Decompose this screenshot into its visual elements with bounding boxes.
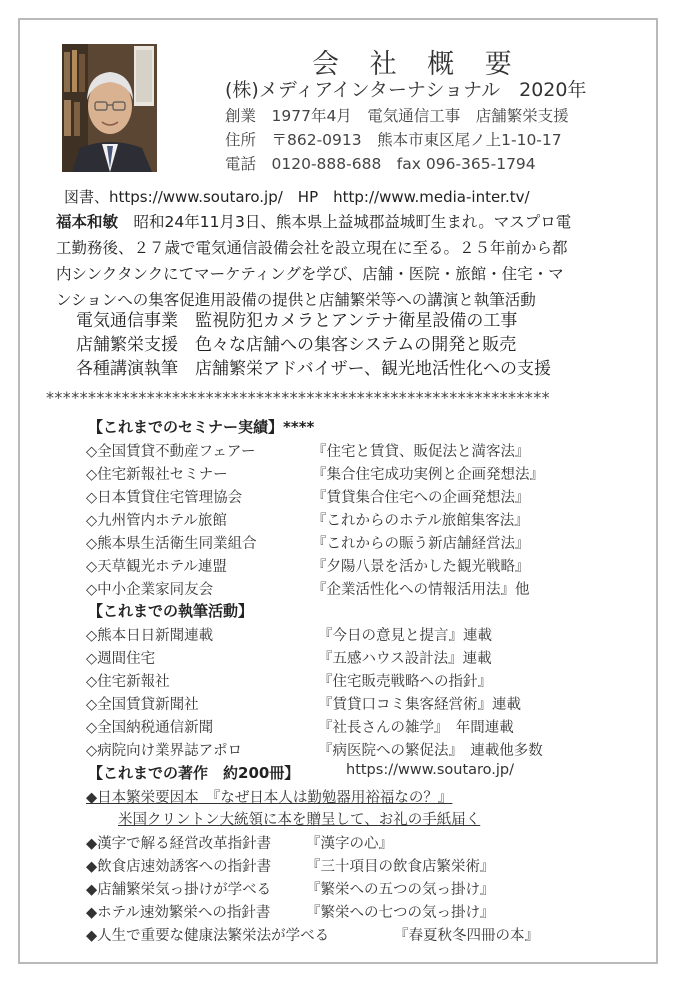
portrait-image: [62, 44, 157, 172]
seminar-org: ◇日本賃貸住宅管理協会: [86, 490, 243, 506]
book-title: 『繁栄への七つの気っ掛け』: [306, 905, 495, 921]
founded-line: 創業 1977年4月 電気通信工事 店舗繁栄支援: [225, 107, 569, 125]
seminars-heading: 【これまでのセミナー実績】****: [88, 418, 315, 436]
profile-name: 福本和敏: [56, 213, 119, 231]
seminar-org: ◇全国賃貸不動産フェアー: [86, 444, 256, 460]
seminar-org: ◇九州管内ホテル旅館: [86, 513, 227, 529]
featured-book-line-1: ◆日本繁栄要因本 『なぜ日本人は勤勉器用裕福なの？』: [86, 790, 453, 806]
book-title: 『三十項目の飲食店繁栄術』: [306, 859, 495, 875]
writing-org: ◇全国納税通信新聞: [86, 720, 214, 736]
portrait-photo: [62, 44, 157, 172]
featured-book-line-2: 米国クリントン大統領に本を贈呈して、お礼の手紙届く: [118, 812, 481, 828]
seminar-topic: 『集合住宅成功実例と企画発想法』: [312, 467, 544, 483]
writing-topic: 『病医院への繁促法』 連載他多数: [318, 743, 543, 759]
writing-org: ◇住宅新報社: [86, 674, 170, 690]
business-line-1: 電気通信事業 監視防犯カメラとアンテナ衛星設備の工事: [76, 311, 518, 331]
book-desc: ◆店舗繁栄気っ掛けが学べる: [86, 882, 272, 898]
seminar-org: ◇住宅新報社セミナー: [86, 467, 228, 483]
book-title: 『繁栄への五つの気っ掛け』: [306, 882, 495, 898]
website-links[interactable]: 図書、https://www.soutaro.jp/ HP http://www.media-inter.tv/: [64, 188, 530, 206]
seminar-topic: 『夕陽八景を活かした観光戦略』: [312, 559, 530, 575]
book-title: 『春夏秋冬四冊の本』: [394, 928, 539, 944]
writing-org: ◇週間住宅: [86, 651, 156, 667]
book-desc: ◆飲食店速効誘客への指針書: [86, 859, 272, 875]
book-title: 『漢字の心』: [306, 836, 393, 852]
separator: ************************************************************: [46, 388, 550, 407]
writing-topic: 『五感ハウス設計法』連載: [318, 651, 492, 667]
writing-org: ◇病院向け業界誌アポロ: [86, 743, 243, 759]
seminar-topic: 『賃貸集合住宅への企画発想法』: [312, 490, 530, 506]
writing-topic: 『今日の意見と提言』連載: [318, 628, 492, 644]
writing-org: ◇全国賃貸新聞社: [86, 697, 199, 713]
profile-line-2: 工勤務後、２７歳で電気通信設備会社を設立現在に至る。２５年前から都: [56, 239, 568, 257]
seminar-topic: 『住宅と賃貸、販促法と満客法』: [312, 444, 530, 460]
writing-topic: 『社長さんの雑学』 年間連載: [318, 720, 514, 736]
writing-topic: 『住宅販売戦略への指針』: [318, 674, 492, 690]
business-line-3: 各種講演執筆 店舗繁栄アドバイザー、観光地活性化への支援: [76, 359, 551, 379]
business-line-2: 店舗繁栄支援 色々な店舗への集客システムの開発と販売: [76, 335, 517, 355]
seminar-org: ◇中小企業家同友会: [86, 582, 214, 598]
writing-topic: 『賃貸口コミ集客経営術』連載: [318, 697, 521, 713]
books-heading: 【これまでの著作 約200冊】: [88, 764, 300, 782]
profile-text-1: 昭和24年11月3日、熊本県上益城郡益城町生まれ。マスプロ電: [118, 213, 572, 231]
company-name: (株)メディアインターナショナル 2020年: [225, 79, 587, 101]
phone-line: 電話 0120-888-688 fax 096-365-1794: [225, 155, 536, 173]
profile-line-1: [56, 210, 571, 232]
profile-line-3: 内シンクタンクにてマーケティングを学び、店舗・医院・旅館・住宅・マ: [56, 265, 564, 283]
seminar-topic: 『これからの賑う新店舗経営法』: [312, 536, 530, 552]
seminar-org: ◇熊本県生活衛生同業組合: [86, 536, 257, 552]
profile-line-4: ンションへの集客促進用設備の提供と店舗繁栄等への講演と執筆活動: [56, 291, 536, 309]
book-desc: ◆ホテル速効繁栄への指針書: [86, 905, 271, 921]
seminar-org: ◇天草観光ホテル連盟: [86, 559, 227, 575]
books-url[interactable]: https://www.soutaro.jp/: [346, 762, 515, 778]
writing-heading: 【これまでの執筆活動】: [88, 602, 254, 620]
book-desc: ◆漢字で解る経営改革指針書: [86, 836, 272, 852]
seminar-topic: 『企業活性化への情報活用法』他: [312, 582, 530, 598]
writing-org: ◇熊本日日新聞連載: [86, 628, 214, 644]
book-desc: ◆人生で重要な健康法繁栄法が学べる: [86, 928, 330, 944]
page-title: 会 社 概 要: [312, 49, 523, 80]
address-line: 住所 〒862-0913 熊本市東区尾ノ上1-10-17: [225, 131, 562, 149]
seminar-topic: 『これからのホテル旅館集客法』: [312, 513, 529, 529]
